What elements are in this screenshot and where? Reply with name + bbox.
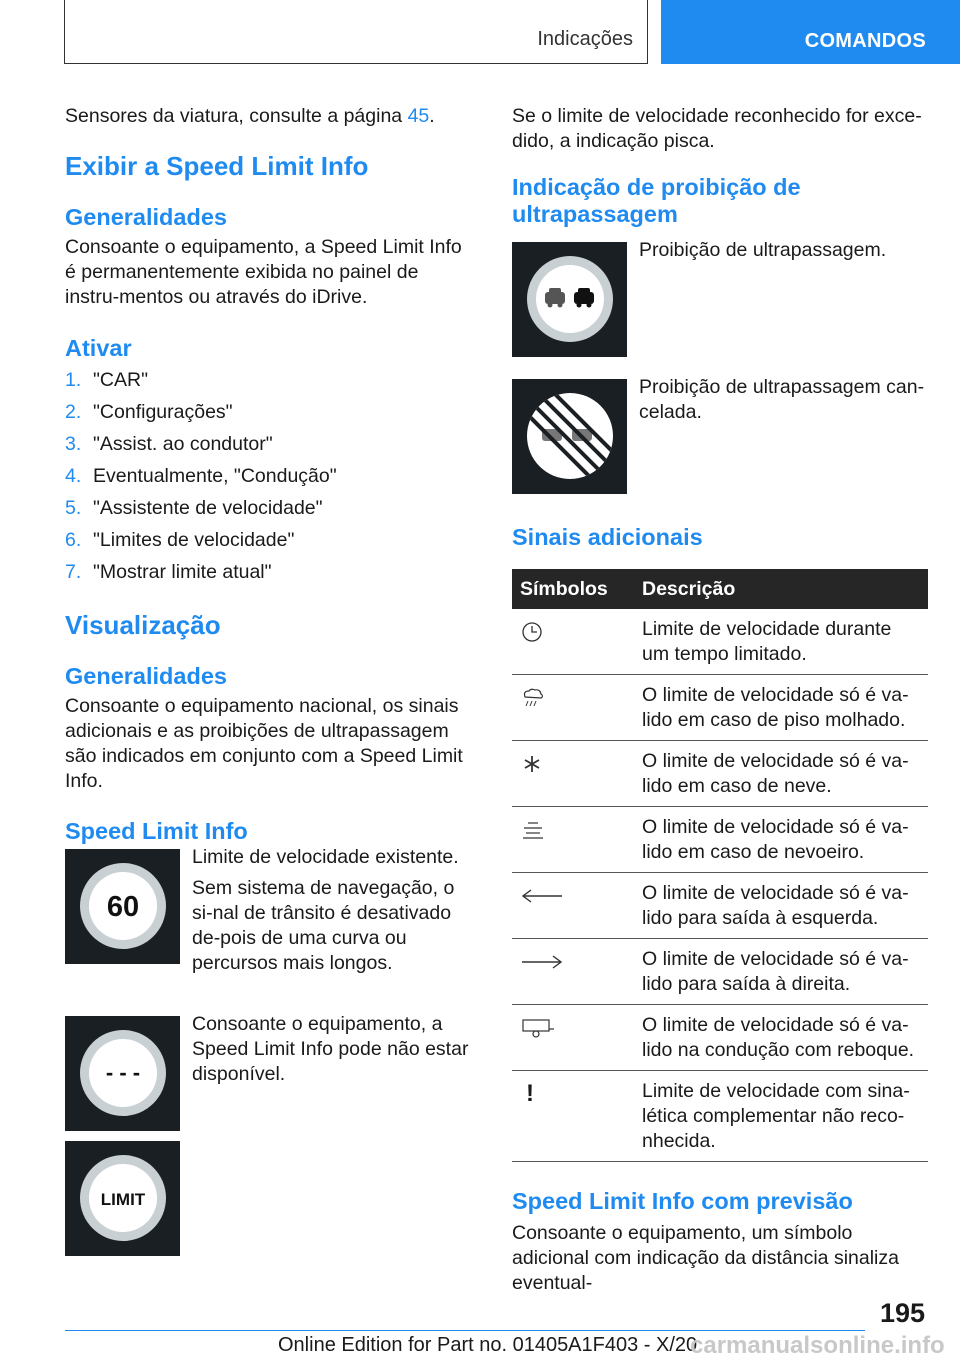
speed-sign-dashes-image <box>65 1016 180 1131</box>
heading-visualizacao: Visualização <box>65 610 221 640</box>
table-cell-description: O limite de velocidade só é va-lido na condução com reboque. <box>634 1005 928 1071</box>
paragraph-proibicao-cancelada: Proibição de ultrapassagem can-celada. <box>639 376 925 423</box>
list-item: 2. "Configurações" <box>65 401 233 423</box>
heading-generalidades-2: Generalidades <box>65 663 227 689</box>
paragraph-generalidades-1: Consoante o equipamento, a Speed Limit Info é permanentemente exibida no painel de instru-mentos ou através do iDrive. <box>65 236 462 308</box>
no-overtaking-end-graphic <box>512 379 627 494</box>
speed-sign-dashes-label: - - - <box>105 1060 141 1085</box>
table-row <box>512 807 928 873</box>
paragraph-excedido: Se o limite de velocidade reconhecido for exce-dido, a indicação pisca. <box>512 105 922 152</box>
table-row <box>512 1005 928 1071</box>
heading-proibicao: Indicação de proibição de ultrapassagem <box>512 174 801 227</box>
heading-speed-limit-info: Speed Limit Info <box>65 818 248 844</box>
rain-icon <box>520 687 546 709</box>
list-item: 7. "Mostrar limite atual" <box>65 561 272 583</box>
paragraph-previsao: Consoante o equipamento, um símbolo adicional com indicação da distância sinaliza eventual- <box>512 1222 899 1294</box>
paragraph-nao-disponivel: Consoante o equipamento, a Speed Limit Info pode não estar disponível. <box>192 1013 469 1085</box>
list-item: 3. "Assist. ao condutor" <box>65 433 273 455</box>
trailer-icon <box>520 1017 556 1039</box>
list-item: 1. "CAR" <box>65 369 149 391</box>
heading-ativar: Ativar <box>65 335 132 361</box>
list-item: 4. Eventualmente, "Condução" <box>65 465 337 487</box>
paragraph-sem-navegacao: Sem sistema de navegação, o si-nal de trânsito é desativado de-pois de uma curva ou percursos mais longos. <box>192 877 455 974</box>
paragraph-limite-existente: Limite de velocidade existente. <box>192 846 459 868</box>
column-header-descricao: Descrição <box>634 569 928 609</box>
arrow-right-icon <box>520 951 564 973</box>
edition-text: Online Edition for Part no. 01405A1F403 - X/20 <box>278 1334 698 1356</box>
fog-icon <box>520 819 546 841</box>
table-row <box>512 939 928 1005</box>
column-header-simbolos: Símbolos <box>512 569 634 609</box>
chapter-button[interactable]: COMANDOS <box>661 0 960 64</box>
list-item: 6. "Limites de velocidade" <box>65 529 295 551</box>
heading-previsao: Speed Limit Info com previsão <box>512 1188 853 1214</box>
heading-sinais-adicionais: Sinais adicionais <box>512 524 703 550</box>
heading-exibir: Exibir a Speed Limit Info <box>65 151 369 181</box>
left-column <box>65 100 475 1256</box>
page-link[interactable]: 45 <box>407 105 430 127</box>
page-number: 195 <box>880 1298 926 1328</box>
table-row <box>512 609 928 675</box>
clock-icon <box>520 621 546 643</box>
exclamation-icon: ! <box>526 1080 534 1107</box>
section-tab <box>64 0 648 64</box>
table-row <box>512 1071 928 1162</box>
no-overtaking-end-sign-image <box>512 379 627 494</box>
table-header-row <box>512 569 928 609</box>
speed-sign-60-graphic <box>65 849 180 964</box>
heading-generalidades-1: Generalidades <box>65 204 227 230</box>
paragraph-proibicao: Proibição de ultrapassagem. <box>639 239 887 261</box>
speed-sign-limit-label: LIMIT <box>100 1190 146 1209</box>
speed-limit-60-row <box>65 846 475 976</box>
footer-divider <box>65 1330 865 1331</box>
table-row <box>512 675 928 741</box>
table-cell-description: O limite de velocidade só é va-lido em caso de neve. <box>634 741 928 807</box>
no-overtaking-end-row <box>512 376 928 494</box>
speed-sign-dashes-graphic <box>65 1016 180 1131</box>
table-cell-description: O limite de velocidade só é va-lido para saída à esquerda. <box>634 873 928 939</box>
table-cell-description: Limite de velocidade com sina-lética complementar não reco-nhecida. <box>634 1071 928 1162</box>
speed-limit-unavailable-row <box>65 1013 475 1131</box>
speed-sign-60-image <box>65 849 180 964</box>
no-overtaking-sign-image <box>512 242 627 357</box>
table-cell-description: Limite de velocidade durante um tempo limitado. <box>634 609 928 675</box>
right-column <box>512 100 928 1296</box>
snowflake-icon <box>520 753 546 775</box>
steps-list <box>65 364 475 588</box>
watermark: carmanualsonline.info <box>690 1332 945 1359</box>
table-cell-description: O limite de velocidade só é va-lido em caso de nevoeiro. <box>634 807 928 873</box>
list-item: 5. "Assistente de velocidade" <box>65 497 323 519</box>
no-overtaking-graphic <box>512 242 627 357</box>
table-row <box>512 873 928 939</box>
table-row <box>512 741 928 807</box>
table-cell-description: O limite de velocidade só é va-lido para saída à direita. <box>634 939 928 1005</box>
no-overtaking-row <box>512 239 928 357</box>
table-cell-description: O limite de velocidade só é va-lido em caso de piso molhado. <box>634 675 928 741</box>
arrow-left-icon <box>520 885 564 907</box>
intro-text: Sensores da viatura, consulte a página 45. <box>65 105 435 127</box>
paragraph-generalidades-2: Consoante o equipamento nacional, os sinais adicionais e as proibições de ultrapassagem são indicados em conjunto com a Speed Limit Info. <box>65 695 463 792</box>
speed-sign-limit-graphic <box>65 1141 180 1256</box>
section-tab-label: Indicações <box>537 28 633 50</box>
speed-sign-limit-image <box>65 1141 180 1256</box>
speed-sign-60-label: 60 <box>106 891 140 923</box>
symbols-table <box>512 569 928 1162</box>
